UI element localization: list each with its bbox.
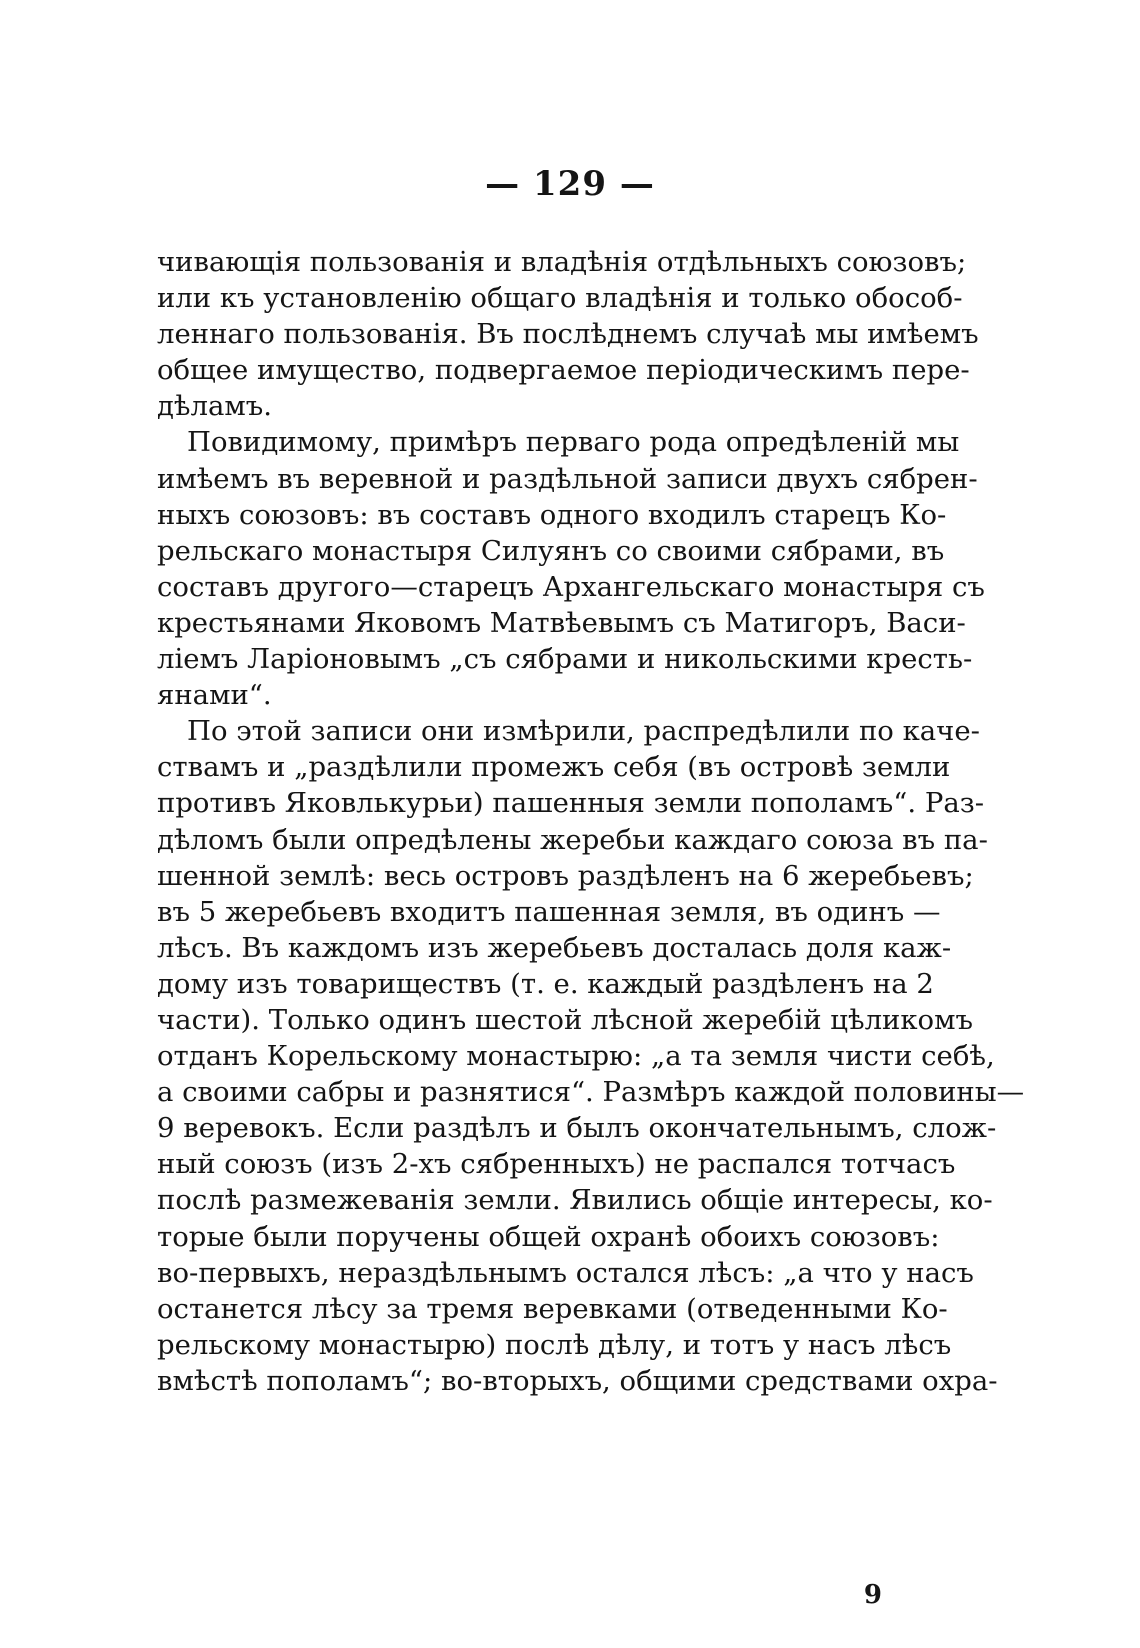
text-line: имѣемъ въ веревной и раздѣльной записи двухъ сябрен-	[157, 462, 978, 495]
text-line: ный союзъ (изъ 2-хъ сябренныхъ) не распался тотчасъ	[157, 1148, 956, 1181]
paragraph-3	[157, 713, 1025, 1399]
text-line: общее имущество, подвергаемое періодическимъ пере-	[157, 354, 970, 387]
text-line: или къ установленію общаго владѣнія и только обособ-	[157, 282, 963, 315]
text-line: лѣсъ. Въ каждомъ изъ жеребьевъ досталась доля каж-	[157, 931, 952, 964]
text-line: рельскому монастырю) послѣ дѣлу, и тотъ у насъ лѣсъ	[157, 1328, 952, 1361]
text-line: янами“.	[157, 679, 272, 712]
text-line: вмѣстѣ пополамъ“; во-вторыхъ, общими средствами охра-	[157, 1364, 998, 1397]
text-line: Повидимому, примѣръ перваго рода опредѣленій мы	[187, 426, 960, 459]
text-line: дѣломъ были опредѣлены жеребьи каждаго союза въ па-	[157, 823, 988, 856]
paragraph-1	[157, 244, 979, 424]
text-line: ствамъ и „раздѣлили промежъ себя (въ островѣ земли	[157, 751, 951, 784]
text-line: противъ Яковлькурьи) пашенныя земли пополамъ“. Раз-	[157, 787, 985, 820]
page-number-header: — 129 —	[485, 164, 655, 204]
text-line: послѣ размежеванія земли. Явились общіе интересы, ко-	[157, 1184, 993, 1217]
text-line: леннаго пользованія. Въ послѣднемъ случаѣ мы имѣемъ	[157, 318, 979, 351]
paragraph-2	[157, 424, 985, 713]
text-line: въ 5 жеребьевъ входитъ пашенная земля, въ одинъ —	[157, 895, 941, 928]
text-line: шенной землѣ: весь островъ раздѣленъ на 6 жеребьевъ;	[157, 859, 974, 892]
text-line: ныхъ союзовъ: въ составъ одного входилъ старецъ Ко-	[157, 498, 947, 531]
text-line: крестьянами Яковомъ Матвѣевымъ съ Матигоръ, Васи-	[157, 606, 966, 639]
text-line: дому изъ товариществъ (т. е. каждый раздѣленъ на 2	[157, 967, 934, 1000]
text-line: останется лѣсу за тремя веревками (отведенными Ко-	[157, 1292, 948, 1325]
text-line: По этой записи они измѣрили, распредѣлили по каче-	[187, 715, 980, 748]
text-line: дѣламъ.	[157, 390, 273, 423]
text-line: во-первыхъ, нераздѣльнымъ остался лѣсъ: „а что у насъ	[157, 1256, 974, 1289]
text-line: ліемъ Ларіоновымъ „съ сябрами и никольскими кресть-	[157, 643, 973, 676]
text-line: а своими сабры и разнятися“. Размѣръ каждой половины—	[157, 1076, 1025, 1109]
text-line: 9 веревокъ. Если раздѣлъ и былъ окончательнымъ, слож-	[157, 1112, 997, 1145]
text-line: чивающія пользованія и владѣнія отдѣльныхъ союзовъ;	[157, 246, 967, 278]
signature-mark: 9	[863, 1580, 882, 1610]
text-line: части). Только одинъ шестой лѣсной жеребій цѣликомъ	[157, 1003, 974, 1036]
text-line: отданъ Корельскому монастырю: „а та земля чисти себѣ,	[157, 1040, 995, 1073]
text-line: рельскаго монастыря Силуянъ со своими сябрами, въ	[157, 534, 945, 567]
text-line: составъ другого—старецъ Архангельскаго монастыря съ	[157, 570, 985, 603]
text-line: торые были поручены общей охранѣ обоихъ союзовъ:	[157, 1220, 940, 1253]
body-text	[157, 244, 1025, 1399]
